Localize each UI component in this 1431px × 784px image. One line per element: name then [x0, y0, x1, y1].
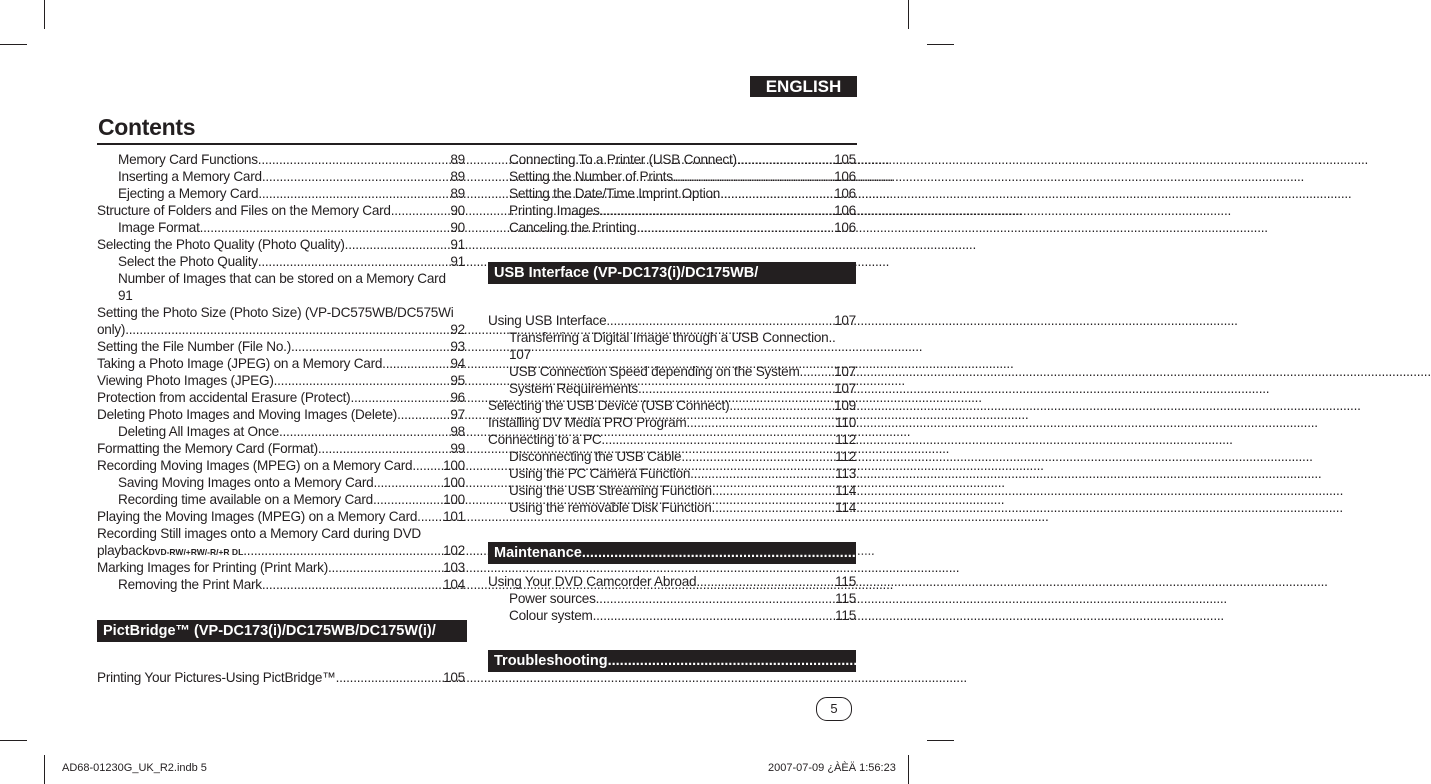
crop-mark: [908, 755, 909, 784]
language-badge: ENGLISH: [750, 76, 857, 97]
toc-entry-text: Inserting a Memory Card: [118, 169, 262, 184]
toc-entry-page: 107: [834, 381, 856, 396]
crop-mark: [44, 0, 45, 29]
toc-entry-text: Transferring a Digital Image through a USB Connection..: [509, 330, 836, 345]
toc-entry-text: Ejecting a Memory Card: [118, 186, 259, 201]
toc-entry-text: Using the USB Streaming Function: [509, 483, 712, 498]
disc-type-label: DVD-RW/+RW/-R/+R DL: [148, 547, 244, 557]
toc-entry: [97, 236, 465, 253]
dot-leader: [350, 389, 450, 406]
dot-leader: [258, 185, 450, 202]
dot-leader: [318, 440, 450, 457]
toc-entry: [488, 397, 856, 414]
toc-entry: [488, 607, 856, 624]
toc-entry: [97, 423, 465, 440]
toc-entry-page: 109: [834, 398, 856, 413]
toc-entry-page: 107: [834, 364, 856, 379]
toc-entry-text: Using the removable Disk Function: [509, 500, 712, 515]
toc-entry-text: Disconnecting the USB Cable: [509, 449, 682, 464]
dot-leader: [673, 168, 834, 185]
toc-entry-text: 107: [509, 347, 531, 362]
toc-entry-page: 102: [443, 543, 465, 558]
toc-entry-text: Selecting the Photo Quality (Photo Quality): [97, 237, 345, 252]
toc-entry: [97, 202, 465, 219]
crop-mark: [927, 740, 954, 741]
toc-entry: [97, 151, 465, 168]
toc-entry: [97, 474, 465, 491]
toc-entry-text: Deleting Photo Images and Moving Images (Delete): [97, 407, 398, 422]
toc-entry: [488, 202, 856, 219]
toc-entry: [488, 346, 856, 363]
toc-entry-page: 115: [835, 591, 856, 606]
toc-entry-page: 91: [450, 237, 465, 252]
dot-leader: [391, 202, 451, 219]
toc-entry-page: 90: [450, 220, 465, 235]
dot-leader: [696, 573, 835, 590]
toc-right-column-top: [488, 151, 856, 236]
toc-entry-text: Installing DV Media PRO Program: [488, 415, 687, 430]
toc-entry-page: 90: [450, 203, 465, 218]
toc-entry: [97, 576, 465, 593]
title-divider: [97, 143, 857, 145]
toc-entry: [97, 338, 465, 355]
toc-entry-text: Saving Moving Images onto a Memory Card: [118, 475, 374, 490]
toc-entry-page: 100: [443, 475, 465, 490]
dot-leader: [720, 185, 834, 202]
toc-entry-text: Viewing Photo Images (JPEG): [97, 373, 274, 388]
toc-entry-text: Image Format: [118, 220, 200, 235]
toc-entry-page: 103: [443, 560, 465, 575]
dot-leader: [712, 482, 835, 499]
toc-entry-text: only): [97, 322, 126, 337]
dot-leader: [737, 151, 834, 168]
toc-entry: [97, 669, 465, 686]
toc-entry-text: System Requirements: [509, 381, 638, 396]
toc-entry-page: 105: [443, 670, 465, 685]
dot-leader: [243, 542, 443, 559]
dot-leader: [600, 202, 834, 219]
toc-entry-text: Select the Photo Quality: [118, 254, 258, 269]
toc-entry-page: 98: [450, 424, 465, 439]
toc-entry-text: Memory Card Functions: [118, 152, 258, 167]
dot-leader: [593, 607, 835, 624]
toc-pictbridge-entries: [97, 669, 465, 686]
toc-entry: [488, 380, 856, 397]
toc-entry-page: 100: [443, 458, 465, 473]
toc-entry: [97, 270, 465, 287]
toc-entry-text: Structure of Folders and Files on the Memory Card: [97, 203, 391, 218]
dot-leader: [582, 542, 1049, 564]
toc-entry-page: 106: [834, 203, 856, 218]
toc-entry-page: 106: [834, 220, 856, 235]
toc-entry-page: 112: [835, 432, 856, 447]
toc-entry: [97, 219, 465, 236]
section-header-pictbridge: [97, 620, 467, 642]
dot-leader: [638, 380, 834, 397]
crop-mark: [908, 0, 909, 29]
toc-entry-page: 97: [450, 407, 465, 422]
toc-entry: [488, 151, 856, 168]
toc-entry-text: Recording Moving Images (MPEG) on a Memory Card: [97, 458, 413, 473]
toc-entry-page: 89: [450, 152, 465, 167]
footer-file: AD68-01230G_UK_R2.indb 5: [62, 762, 207, 774]
toc-entry: [97, 508, 465, 525]
dot-leader: [291, 338, 450, 355]
section-title: Maintenance: [494, 545, 582, 561]
toc-entry-page: 89: [450, 169, 465, 184]
dot-leader: [328, 559, 443, 576]
toc-entry-page: 100: [443, 492, 465, 507]
toc-entry: [97, 253, 465, 270]
dot-leader: [397, 406, 450, 423]
toc-entry-page: 115: [835, 608, 856, 623]
dot-leader: [596, 590, 835, 607]
toc-entry-page: 104: [443, 577, 465, 592]
toc-entry-text: Formatting the Memory Card (Format): [97, 441, 318, 456]
toc-usb-entries: [488, 312, 856, 516]
toc-entry-text: Recording time available on a Memory Card: [118, 492, 373, 507]
toc-entry-page: 106: [834, 169, 856, 184]
toc-entry-text: Taking a Photo Image (JPEG) on a Memory Card: [97, 356, 383, 371]
dot-leader: [345, 236, 451, 253]
dot-leader: [373, 491, 443, 508]
toc-entry-page: 114: [835, 483, 856, 498]
toc-entry-page: 106: [834, 186, 856, 201]
toc-entry: [97, 440, 465, 457]
dot-leader: [412, 457, 443, 474]
dot-leader: [382, 355, 450, 372]
toc-entry: [97, 406, 465, 423]
toc-entry-page: 113: [835, 466, 856, 481]
toc-entry: [488, 219, 856, 236]
dot-leader: [681, 448, 835, 465]
section-title: USB Interface (VP-DC173(i)/DC175WB/: [494, 265, 759, 281]
toc-entry-page: 110: [835, 415, 856, 430]
toc-maintenance-entries: [488, 573, 856, 624]
toc-entry-page: 107: [834, 313, 856, 328]
toc-entry-text: Colour system: [509, 608, 593, 623]
crop-mark: [0, 44, 27, 45]
dot-leader: [373, 474, 443, 491]
dot-leader: [258, 151, 451, 168]
toc-entry-text: Canceling the Printing: [509, 220, 637, 235]
dot-leader: [125, 321, 450, 338]
toc-entry: [97, 304, 465, 321]
footer-timestamp: 2007-07-09 ¿ÀÈÄ 1:56:23: [768, 762, 896, 774]
toc-entry-text: Removing the Print Mark: [118, 577, 262, 592]
dot-leader: [690, 465, 835, 482]
toc-entry: [488, 185, 856, 202]
dot-leader: [417, 508, 443, 525]
dot-leader: [608, 650, 1075, 672]
dot-leader: [637, 219, 835, 236]
toc-entry: [488, 448, 856, 465]
toc-entry: [97, 185, 465, 202]
toc-entry: [488, 414, 856, 431]
toc-entry: [97, 355, 465, 372]
toc-entry-page: 94: [450, 356, 465, 371]
toc-entry-text: Using the PC Camera Function: [509, 466, 691, 481]
toc-entry-text: Setting the File Number (File No.): [97, 339, 291, 354]
toc-entry: [488, 431, 856, 448]
dot-leader: [336, 669, 443, 686]
toc-entry: [97, 389, 465, 406]
toc-entry: [488, 590, 856, 607]
dot-leader: [729, 397, 834, 414]
toc-entry-text: Printing Your Pictures-Using PictBridge™: [97, 670, 336, 685]
toc-entry: [97, 542, 465, 559]
section-header-troubleshooting: [488, 650, 1099, 672]
dot-leader: [200, 219, 451, 236]
toc-entry-page: 115: [835, 574, 856, 589]
toc-entry-text: Using USB Interface: [488, 313, 607, 328]
dot-leader: [279, 423, 450, 440]
toc-entry-text: Protection from accidental Erasure (Protect): [97, 390, 351, 405]
crop-mark: [927, 44, 954, 45]
page-title: Contents: [98, 114, 196, 140]
toc-entry-text: Deleting All Images at Once: [118, 424, 279, 439]
toc-entry: [488, 168, 856, 185]
toc-entry-text: playback: [97, 543, 149, 558]
dot-leader: [800, 363, 835, 380]
toc-entry: [97, 559, 465, 576]
section-page: 116: [1074, 653, 1099, 669]
toc-entry: [488, 329, 856, 346]
toc-entry-page: 91: [450, 254, 465, 269]
toc-entry: [97, 525, 465, 542]
toc-entry-text: Playing the Moving Images (MPEG) on a Memory Card: [97, 509, 418, 524]
toc-entry-text: Setting the Number of Prints: [509, 169, 673, 184]
section-page: 115: [1049, 545, 1073, 561]
toc-entry-page: 89: [450, 186, 465, 201]
toc-entry-page: 105: [834, 152, 856, 167]
dot-leader: [262, 168, 451, 185]
toc-entry-text: Recording Still images onto a Memory Card during DVD: [97, 526, 421, 541]
toc-entry: [97, 372, 465, 389]
toc-entry: [97, 321, 465, 338]
crop-mark: [44, 755, 45, 784]
toc-entry-page: 92: [450, 322, 465, 337]
crop-mark: [0, 740, 27, 741]
toc-entry-text: Connecting To a Printer (USB Connect): [509, 152, 737, 167]
toc-entry-text: 91: [118, 288, 133, 303]
toc-entry-text: Number of Images that can be stored on a Memory Card: [118, 271, 446, 286]
toc-entry-text: Setting the Date/Time Imprint Option: [509, 186, 721, 201]
toc-entry-text: Power sources: [509, 591, 596, 606]
toc-entry: [97, 491, 465, 508]
dot-leader: [687, 414, 836, 431]
toc-entry-page: 99: [450, 441, 465, 456]
toc-entry: [488, 465, 856, 482]
section-title: Troubleshooting: [494, 653, 608, 669]
dot-leader: [601, 431, 835, 448]
dot-leader: [258, 253, 451, 270]
toc-entry-text: Marking Images for Printing (Print Mark): [97, 560, 328, 575]
toc-entry: [488, 573, 856, 590]
toc-entry-text: Setting the Photo Size (Photo Size) (VP-DC575WB/DC575Wi: [97, 305, 454, 320]
toc-entry-text: Connecting to a PC: [488, 432, 602, 447]
toc-entry-page: 101: [443, 509, 465, 524]
toc-entry-page: 95: [450, 373, 465, 388]
dot-leader: [712, 499, 836, 516]
toc-entry: [488, 312, 856, 329]
toc-entry-text: Selecting the USB Device (USB Connect): [488, 398, 730, 413]
dot-leader: [262, 576, 443, 593]
section-header-maintenance: [488, 542, 1073, 564]
toc-entry: [488, 482, 856, 499]
dot-leader: [274, 372, 451, 389]
toc-entry: [97, 168, 465, 185]
toc-entry: [488, 499, 856, 516]
toc-entry: [97, 287, 465, 304]
section-header-usb: [488, 262, 856, 284]
toc-entry-page: 96: [450, 390, 465, 405]
toc-entry-page: 93: [450, 339, 465, 354]
page-number: 5: [816, 697, 852, 721]
toc-entry: [97, 457, 465, 474]
toc-entry-page: 112: [835, 449, 856, 464]
toc-left-column: [97, 151, 465, 593]
toc-entry-text: USB Connection Speed depending on the System: [509, 364, 800, 379]
toc-entry-page: 114: [835, 500, 856, 515]
section-title: PictBridge™ (VP-DC173(i)/DC175WB/DC175W(i)/: [103, 623, 436, 639]
toc-entry-text: Using Your DVD Camcorder Abroad: [488, 574, 697, 589]
dot-leader: [606, 312, 834, 329]
toc-entry: [488, 363, 856, 380]
toc-entry-text: Printing Images: [509, 203, 600, 218]
